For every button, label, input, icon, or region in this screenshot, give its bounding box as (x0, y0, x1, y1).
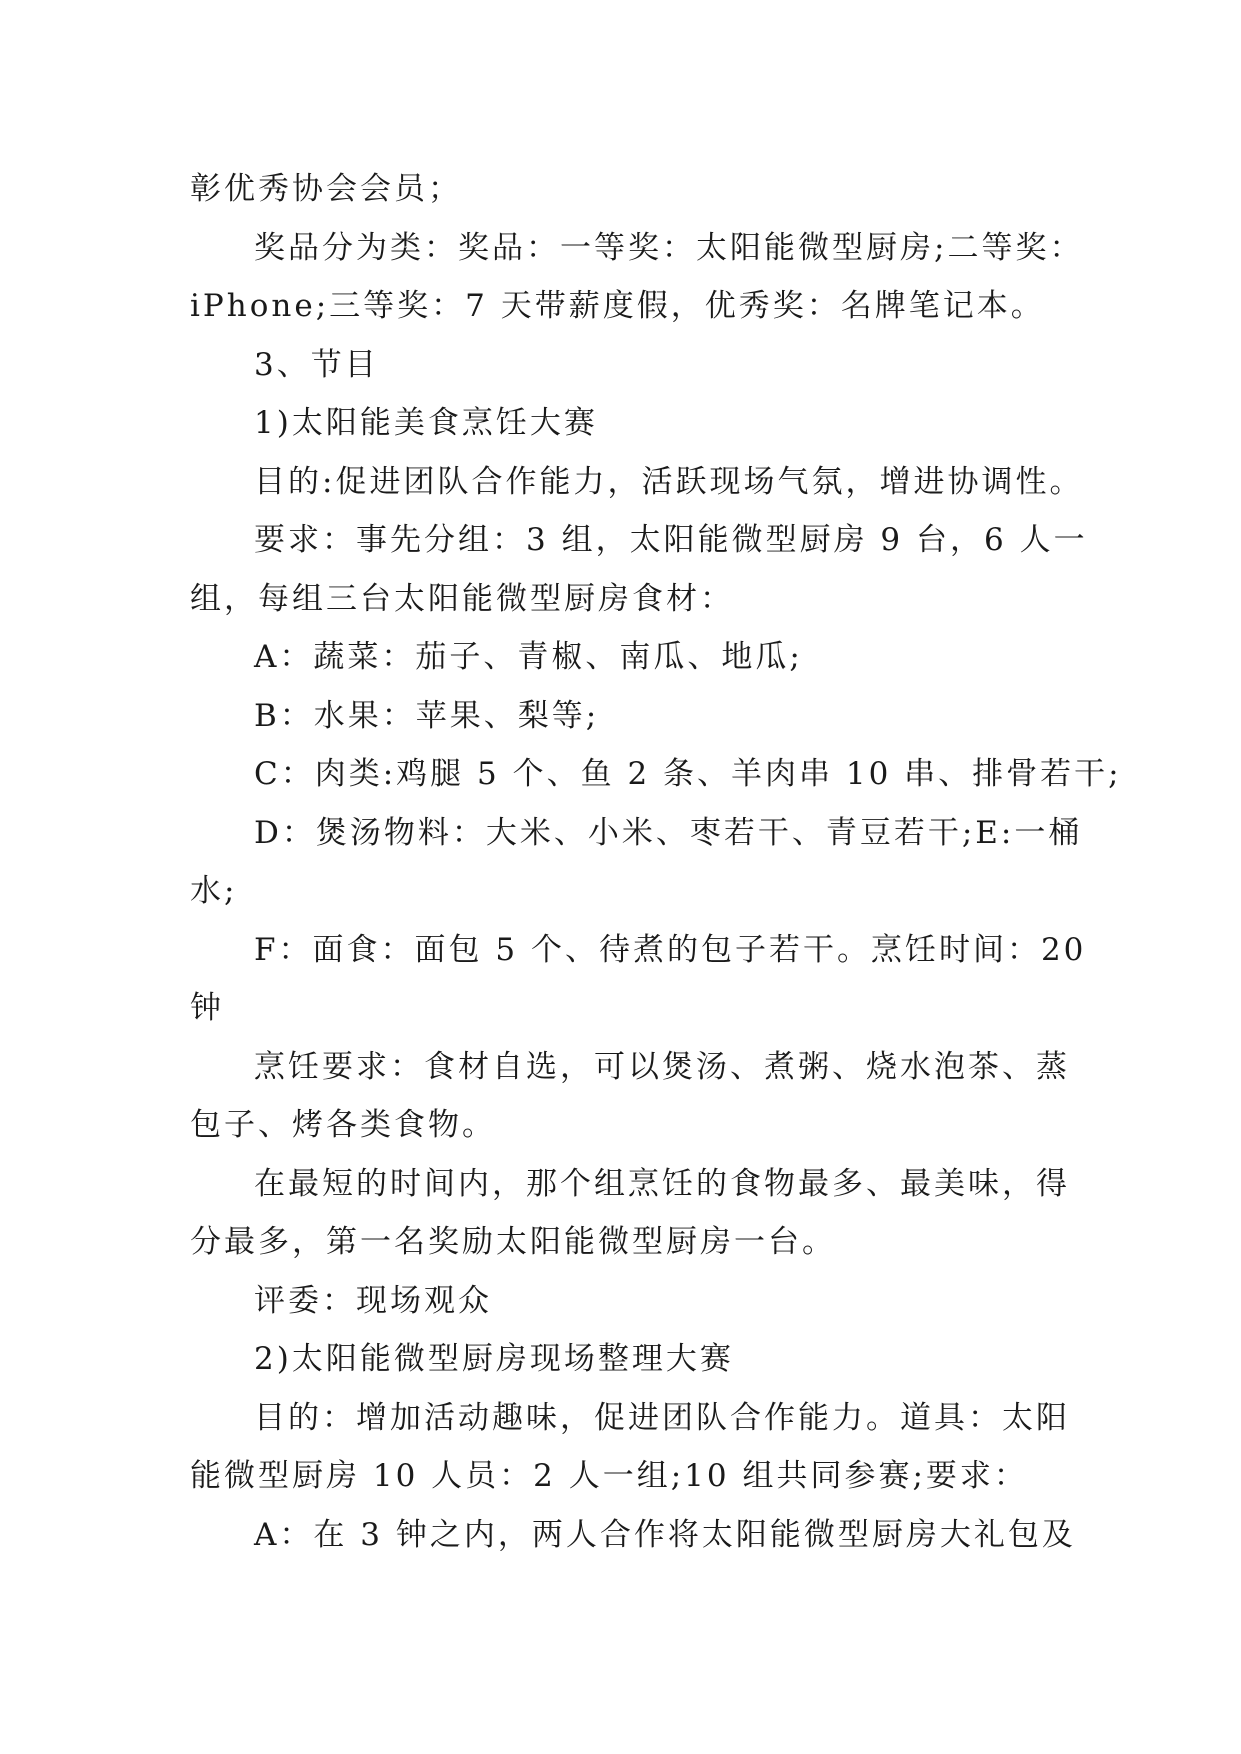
text-line: iPhone;三等奖：7 天带薪度假，优秀奖：名牌笔记本。 (190, 288, 1045, 324)
text-line: 烹饪要求：食材自选，可以煲汤、煮粥、烧水泡茶、蒸 (254, 1048, 1070, 1085)
list-item: F：面食：面包 5 个、待煮的包子若干。烹饪时间：20 (254, 931, 1087, 968)
text-line: 包子、烤各类食物。 (190, 1107, 496, 1143)
text-line: 目的:促进团队合作能力，活跃现场气氛，增进协调性。 (254, 463, 1084, 500)
text-line: 钟 (190, 990, 224, 1026)
text-line: 在最短的时间内，那个组烹饪的食物最多、最美味，得 (254, 1165, 1070, 1202)
section-heading: 3、节目 (254, 346, 379, 383)
text-line: 奖品分为类：奖品：一等奖：太阳能微型厨房;二等奖： (254, 229, 1084, 266)
text-line: 彰优秀协会会员； (190, 171, 462, 207)
list-item: C：肉类:鸡腿 5 个、鱼 2 条、羊肉串 10 串、排骨若干; (254, 756, 1122, 792)
list-item: A：蔬菜：茄子、青椒、南瓜、地瓜; (254, 639, 803, 675)
list-item: D：煲汤物料：大米、小米、枣若干、青豆若干;E:一桶 (254, 814, 1083, 851)
list-item: A：在 3 钟之内，两人合作将太阳能微型厨房大礼包及 (254, 1516, 1076, 1553)
text-line: 目的：增加活动趣味，促进团队合作能力。道具：太阳 (254, 1399, 1070, 1436)
text-line: 组，每组三台太阳能微型厨房食材： (190, 580, 734, 617)
document-body (190, 160, 1122, 1564)
text-line: 要求：事先分组：3 组，太阳能微型厨房 9 台，6 人一 (254, 522, 1088, 558)
text-line: 分最多，第一名奖励太阳能微型厨房一台。 (190, 1224, 836, 1260)
text-line: 水; (190, 873, 238, 909)
text-line: 评委：现场观众 (254, 1282, 492, 1319)
text-line: 能微型厨房 10 人员：2 人一组;10 组共同参赛;要求： (190, 1458, 1028, 1494)
subsection-heading: 1)太阳能美食烹饪大赛 (254, 405, 598, 441)
list-item: B：水果：苹果、梨等; (254, 697, 600, 734)
subsection-heading: 2)太阳能微型厨房现场整理大赛 (254, 1341, 734, 1377)
